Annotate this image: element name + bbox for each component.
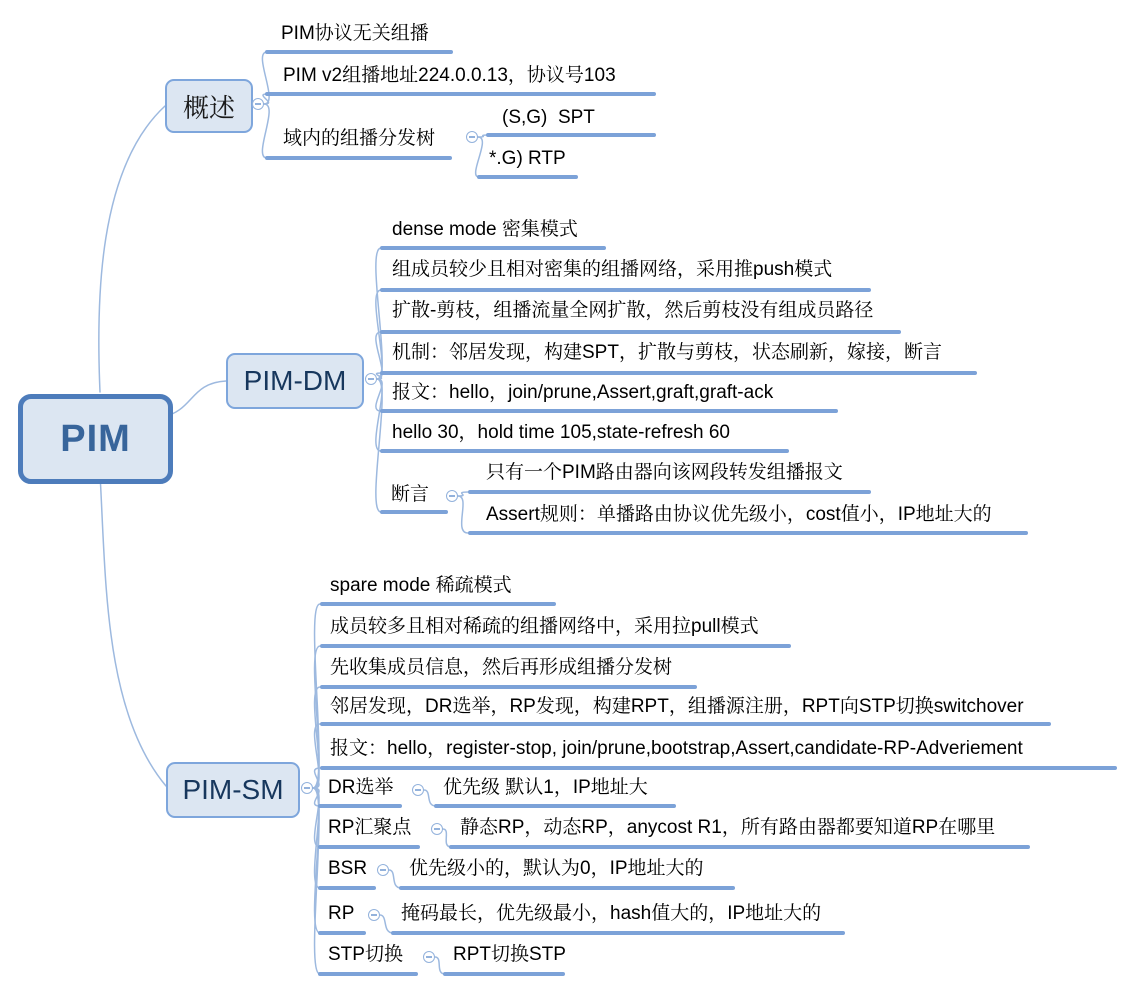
topic-underline — [380, 288, 871, 292]
topic-underline — [399, 886, 735, 890]
topic-underline — [265, 156, 452, 160]
branch-label: PIM-SM — [182, 774, 284, 805]
topic-underline — [477, 175, 578, 179]
topic-dr-election-rule[interactable]: 优先级 默认1，IP地址大 — [443, 777, 648, 798]
topic-dm-timers[interactable]: hello 30，hold time 105,state-refresh 60 — [392, 422, 730, 443]
topic-rpt-switch-stp[interactable]: RPT切换STP — [453, 944, 566, 965]
topic-rp-election[interactable]: RP — [328, 903, 355, 924]
topic-dense-mode[interactable]: dense mode 密集模式 — [392, 219, 578, 240]
topic-underline — [320, 685, 697, 689]
collapse-icon[interactable] — [423, 951, 435, 963]
topic-assert[interactable]: 断言 — [391, 484, 430, 505]
topic-bsr-rule[interactable]: 优先级小的，默认为0，IP地址大的 — [409, 858, 704, 879]
topic-underline — [449, 845, 1030, 849]
topic-underline — [318, 931, 366, 935]
branch-node-pim-dm[interactable] — [226, 353, 364, 409]
topic-underline — [380, 449, 789, 453]
collapse-icon[interactable] — [301, 782, 313, 794]
topic-underline — [443, 972, 565, 976]
topic-dr-election[interactable]: DR选举 — [328, 777, 394, 798]
topic-underline — [320, 766, 1117, 770]
topic-underline — [318, 886, 376, 890]
topic-rp-election-rule[interactable]: 掩码最长，优先级最小，hash值大的，IP地址大的 — [401, 903, 822, 924]
collapse-icon[interactable] — [377, 864, 389, 876]
topic-underline — [468, 490, 871, 494]
collapse-icon[interactable] — [446, 490, 458, 502]
topic-assert-rule[interactable]: Assert规则：单播路由协议优先级小，cost值小，IP地址大的 — [486, 504, 992, 525]
topic-pim-v2-address[interactable]: PIM v2组播地址224.0.0.13，协议号103 — [283, 65, 616, 86]
topic-intra-domain-tree[interactable]: 域内的组播分发树 — [283, 128, 436, 149]
topic-underline — [486, 133, 656, 137]
topic-sg-spt[interactable]: (S,G) SPT — [502, 107, 595, 128]
topic-push-mode[interactable]: 组成员较少且相对密集的组播网络，采用推push模式 — [392, 259, 833, 280]
topic-underline — [391, 931, 845, 935]
root-node-pim[interactable] — [18, 394, 173, 484]
collapse-icon[interactable] — [466, 131, 478, 143]
topic-dm-messages[interactable]: 报文：hello，join/prune,Assert,graft,graft-ack — [392, 382, 774, 403]
topic-dm-mechanism[interactable]: 机制：邻居发现，构建SPT，扩散与剪枝，状态刷新，嫁接，断言 — [392, 342, 942, 363]
topic-underline — [320, 602, 556, 606]
topic-underline — [320, 644, 791, 648]
topic-stp-switch[interactable]: STP切换 — [328, 944, 403, 965]
topic-flood-prune[interactable]: 扩散-剪枝，组播流量全网扩散，然后剪枝没有组成员路径 — [392, 300, 874, 321]
topic-underline — [380, 409, 838, 413]
topic-rp-rendezvous[interactable]: RP汇聚点 — [328, 817, 412, 838]
topic-pull-mode[interactable]: 成员较多且相对稀疏的组播网络中，采用拉pull模式 — [330, 616, 759, 637]
branch-node-overview[interactable] — [165, 79, 253, 133]
topic-rp-rendezvous-desc[interactable]: 静态RP，动态RP，anycost R1，所有路由器都要知道RP在哪里 — [460, 817, 996, 838]
topic-g-rtp[interactable]: *.G) RTP — [489, 148, 566, 169]
topic-underline — [468, 531, 1028, 535]
topic-underline — [380, 246, 606, 250]
topic-bsr[interactable]: BSR — [328, 858, 368, 879]
topic-sm-mechanism[interactable]: 邻居发现，DR选举，RP发现，构建RPT，组播源注册，RPT向STP切换switchover — [330, 696, 1024, 717]
collapse-icon[interactable] — [365, 373, 377, 385]
topic-underline — [434, 804, 676, 808]
collapse-icon[interactable] — [412, 784, 424, 796]
branch-node-pim-sm[interactable] — [166, 762, 300, 818]
branch-label: 概述 — [182, 92, 235, 123]
topic-sparse-mode[interactable]: spare mode 稀疏模式 — [330, 575, 512, 596]
topic-underline — [318, 972, 418, 976]
topic-underline — [380, 371, 977, 375]
topic-underline — [265, 92, 656, 96]
collapse-icon[interactable] — [431, 823, 443, 835]
branch-label: PIM-DM — [243, 365, 347, 396]
topic-underline — [318, 804, 402, 808]
collapse-icon[interactable] — [368, 909, 380, 921]
topic-assert-desc[interactable]: 只有一个PIM路由器向该网段转发组播报文 — [486, 462, 843, 483]
root-label: PIM — [60, 417, 131, 460]
topic-underline — [318, 845, 420, 849]
topic-underline — [265, 50, 453, 54]
collapse-icon[interactable] — [252, 98, 264, 110]
topic-underline — [380, 330, 901, 334]
topic-pim-meaning[interactable]: PIM协议无关组播 — [281, 23, 429, 44]
topic-sm-messages[interactable]: 报文：hello，register-stop, join/prune,bootstrap,Assert,candidate-RP-Adveriement — [330, 738, 1023, 759]
topic-underline — [380, 510, 448, 514]
topic-collect-members[interactable]: 先收集成员信息，然后再形成组播分发树 — [330, 657, 673, 678]
topic-underline — [320, 722, 1051, 726]
